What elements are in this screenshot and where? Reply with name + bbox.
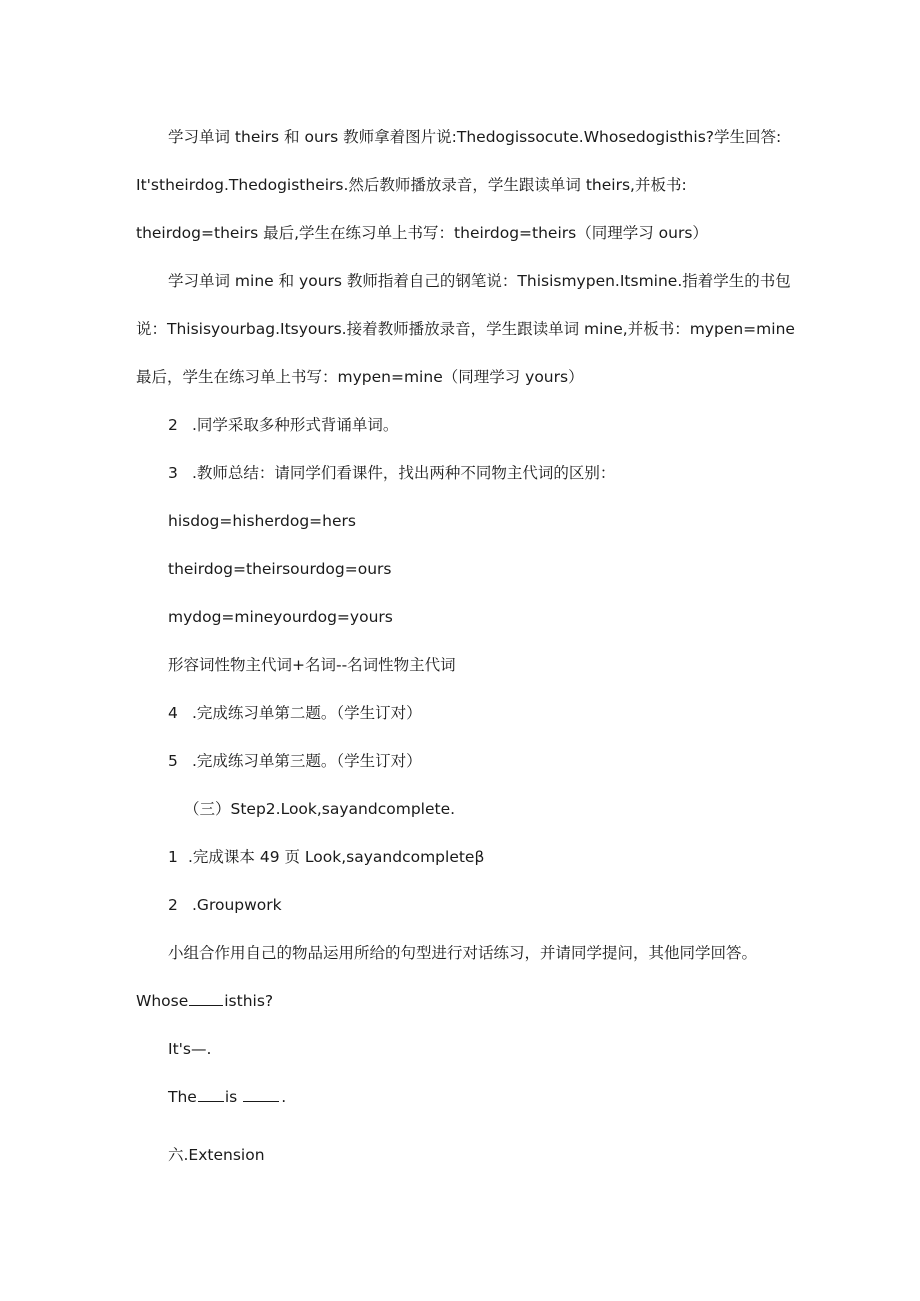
list-item-3-summary — [168, 463, 615, 483]
paragraph-theirs-ours-2: It'stheirdog.Thedogistheirs.然后教师播放录音，学生跟读单词 theirs,并板书: — [136, 176, 687, 194]
list-number: 5 — [168, 752, 178, 770]
paragraph-mine-yours-3: 最后，学生在练习单上书写：mypen=mine（同理学习 yours） — [136, 368, 584, 386]
list-item-1-textbook — [168, 847, 484, 867]
dialogue-text: Whose — [136, 992, 189, 1010]
section-heading-extension: 六.Extension — [168, 1146, 265, 1164]
dialogue-question — [136, 991, 273, 1011]
list-number: 3 — [168, 464, 178, 482]
paragraph-theirs-ours-3: theirdog=theirs 最后,学生在练习单上书写：theirdog=theirs（同理学习 ours） — [136, 224, 708, 242]
fill-in-blank — [198, 1087, 224, 1102]
example-his-her: hisdog=hisherdog=hers — [168, 512, 356, 530]
list-number: 2 — [168, 896, 178, 914]
fill-in-blank — [243, 1087, 279, 1102]
list-item-2-recite — [168, 415, 398, 435]
list-text: .完成练习单第三题。（学生订对） — [192, 752, 422, 770]
dialogue-text: . — [281, 1088, 287, 1106]
dialogue-answer-2 — [168, 1087, 286, 1107]
dialogue-text: isthis? — [224, 992, 274, 1010]
dialogue-text: The — [168, 1088, 197, 1106]
list-text: .同学采取多种形式背诵单词。 — [192, 416, 399, 434]
list-item-4-exercise — [168, 703, 422, 723]
section-heading-step2: （三）Step2.Look,sayandcomplete. — [184, 800, 456, 818]
example-their-our: theirdog=theirsourdog=ours — [168, 560, 392, 578]
list-number: 4 — [168, 704, 178, 722]
dialogue-text: is — [224, 1088, 238, 1106]
paragraph-theirs-ours-1: 学习单词 theirs 和 ours 教师拿着图片说:Thedogissocute.Whosedogisthis?学生回答: — [168, 128, 782, 146]
rule-summary: 形容词性物主代词+名词--名词性物主代词 — [168, 656, 456, 674]
fill-in-blank — [189, 991, 223, 1006]
list-text: .完成练习单第二题。（学生订对） — [192, 704, 422, 722]
paragraph-mine-yours-1: 学习单词 mine 和 yours 教师指着自己的钢笔说：Thisismypen.Itsmine.指着学生的书包 — [168, 272, 791, 290]
list-text: .完成课本 49 页 Look,sayandcompleteβ — [188, 848, 485, 866]
paragraph-mine-yours-2: 说：Thisisyourbag.Itsyours.接着教师播放录音，学生跟读单词 mine,并板书：mypen=mine — [136, 320, 795, 338]
list-number: 2 — [168, 416, 178, 434]
group-instruction: 小组合作用自己的物品运用所给的句型进行对话练习，并请同学提问，其他同学回答。 — [168, 944, 758, 962]
dialogue-answer-1: It's—. — [168, 1040, 212, 1058]
list-text: .Groupwork — [192, 896, 282, 914]
list-item-2-groupwork — [168, 895, 282, 915]
list-item-5-exercise — [168, 751, 422, 771]
list-number: 1 — [168, 848, 178, 866]
example-my-your: mydog=mineyourdog=yours — [168, 608, 393, 626]
list-text: .教师总结：请同学们看课件，找出两种不同物主代词的区别： — [192, 464, 616, 482]
